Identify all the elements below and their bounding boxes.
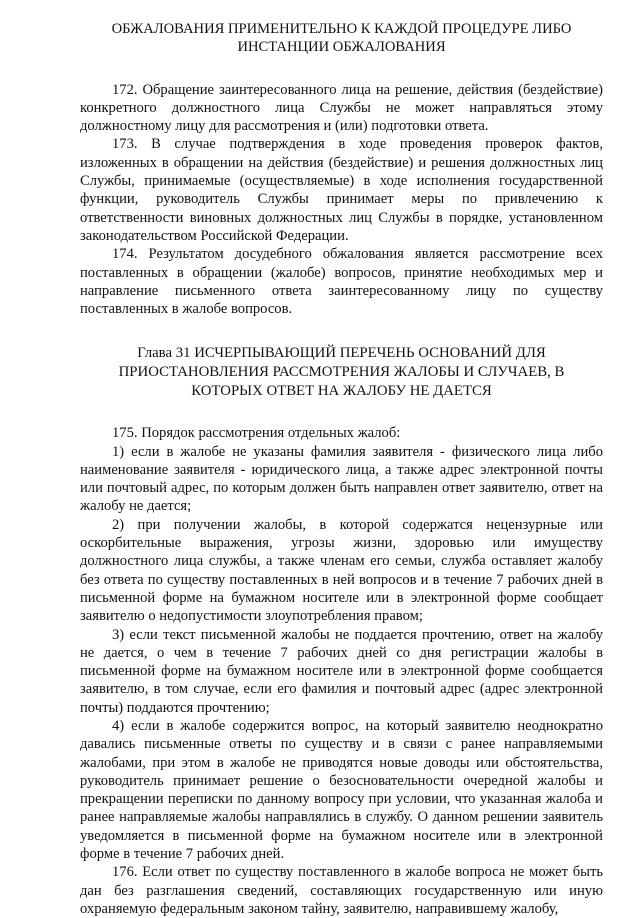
paragraph-175-item-3: 3) если текст письменной жалобы не поддается прочтению, ответ на жалобу не дается, о чем в течение 7 рабочих дней со дня регистрации жалобы в письменной форме на бумажном носителе или в электронной форме сообщается заявителю, в том случае, если его фамилия и почтовый адрес (адрес электронной почты) поддаются прочтению; (80, 626, 603, 716)
paragraph-172: 172. Обращение заинтересованного лица на решение, действия (бездействие) конкретного должностного лица Службы не может направляться этому должностному лицу для рассмотрения и (или) подготовки ответа. (80, 81, 603, 135)
paragraph-174: 174. Результатом досудебного обжалования является рассмотрение всех поставленных в обращении (жалобе) вопросов, принятие необходимых мер и направление письменного ответа заинтересованному лицу по существу поставленных в жалобе вопросов. (80, 246, 603, 318)
paragraph-175: 175. Порядок рассмотрения отдельных жалоб: (112, 425, 401, 442)
paragraph-175-item-4: 4) если в жалобе содержится вопрос, на который заявителю неоднократно давались письменные ответы по существу и в связи с ранее направляемыми жалобами, при этом в жалобе не приводятся новые доводы или обстоятельства, руководитель принимает решение о безосновательности очередной жалобы и прекращении переписки по данному вопросу при условии, что указанная жалоба и ранее направляемые жалобы направлялись в службу. О данном решении заявитель уведомляется в письменной форме на бумажном носителе или в электронной форме в течение 7 рабочих дней. (80, 717, 603, 863)
paragraph-175-item-2: 2) при получении жалобы, в которой содержатся нецензурные или оскорбительные выражения, угрозы жизни, здоровью или имуществу должностного лица службы, а также членам его семьи, служба оставляет жалобу без ответа по существу поставленных в ней вопросов и в течение 7 рабочих дней в письменной форме на бумажном носителе или в электронной форме сообщает заявителю о недопустимости злоупотребления правом; (80, 516, 603, 625)
paragraph-176: 176. Если ответ по существу поставленного в жалобе вопроса не может быть дан без разглашения сведений, составляющих государственную или иную охраняемую федеральным законом тайну, заявителю, направившему жалобу, (80, 864, 603, 917)
paragraph-173: 173. В случае подтверждения в ходе проведения проверок фактов, изложенных в обращении на действия (бездействие) и решения должностных лиц Службы, принимаемые (осуществляемые) в ходе исполнения государственной функции, руководитель Службы принимает меры по привлечению к ответственности виновных должностных лиц Службы в порядке, установленном законодательством Российской Федерации. (80, 136, 603, 244)
paragraph-group-chapter (80, 424, 603, 918)
paragraph-175-item-1: 1) если в жалобе не указаны фамилия заявителя - физического лица либо наименование заявителя - юридического лица, а также адрес электронной почты или почтовый адрес, по которым должен быть направлен ответ заявителю, ответ на жалобу не дается; (80, 443, 603, 515)
chapter-title: Глава 31 ИСЧЕРПЫВАЮЩИЙ ПЕРЕЧЕНЬ ОСНОВАНИЙ ДЛЯ ПРИОСТАНОВЛЕНИЯ РАССМОТРЕНИЯ ЖАЛОБЫ И СЛУЧАЕВ, В КОТОРЫХ ОТВЕТ НА ЖАЛОБУ НЕ ДАЕТСЯ (118, 345, 565, 399)
section-title: ОБЖАЛОВАНИЯ ПРИМЕНИТЕЛЬНО К КАЖДОЙ ПРОЦЕДУРЕ ЛИБО ИНСТАНЦИИ ОБЖАЛОВАНИЯ (111, 21, 572, 56)
paragraph-group-top (80, 81, 603, 319)
